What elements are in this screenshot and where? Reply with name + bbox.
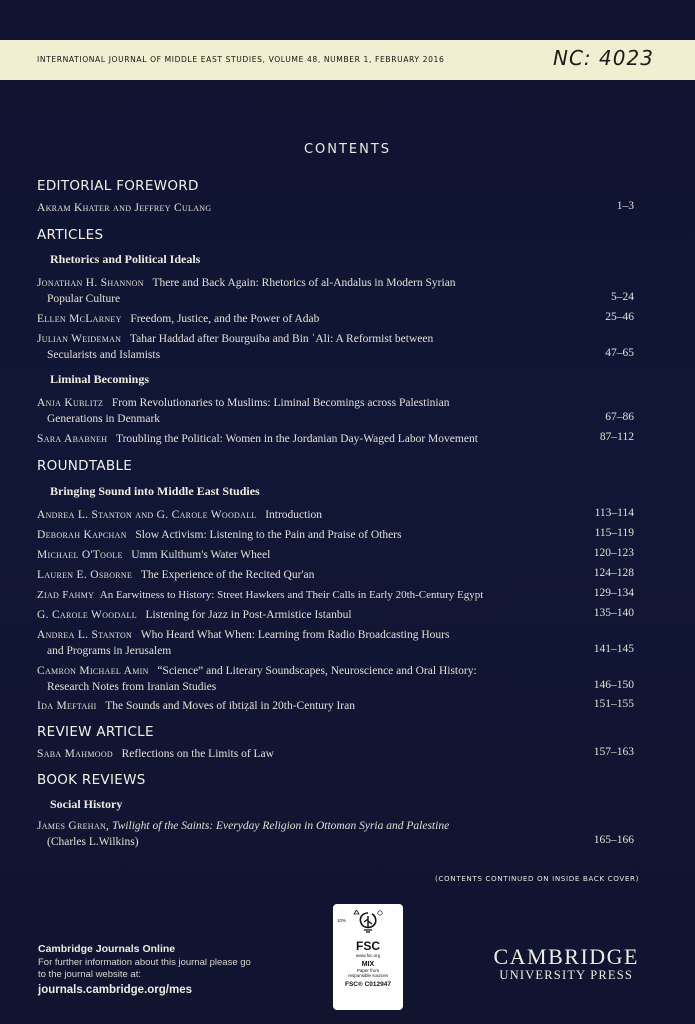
subhead-rhetorics: Rhetorics and Political Ideals bbox=[50, 252, 201, 266]
entry-author: Deborah Kapchan bbox=[37, 529, 127, 541]
entry-author: Julian Weideman bbox=[37, 333, 122, 345]
entry-pages: 113–114 bbox=[594, 507, 634, 519]
entry-author: Akram Khater and Jeffrey Culang bbox=[37, 202, 212, 214]
entry-author: Ida Meftahi bbox=[37, 700, 97, 712]
toc-entry bbox=[37, 275, 637, 307]
entry-pages: 141–145 bbox=[593, 643, 634, 655]
continued-note: (CONTENTS CONTINUED ON INSIDE BACK COVER) bbox=[435, 874, 639, 883]
entry-title: An Earwitness to History: Street Hawkers and Their Calls in Early 20th-Century Egypt bbox=[99, 589, 484, 601]
subhead-sound: Bringing Sound into Middle East Studies bbox=[50, 484, 260, 498]
entry-author: Sara Ababneh bbox=[37, 433, 108, 445]
cjo-title: Cambridge Journals Online bbox=[38, 943, 176, 955]
entry-pages: 87–112 bbox=[599, 431, 634, 443]
toc-entry bbox=[37, 507, 637, 523]
entry-pages: 120–123 bbox=[593, 547, 634, 559]
toc-entry bbox=[37, 746, 637, 762]
entry-title: Umm Kulthum's Water Wheel bbox=[131, 549, 271, 561]
entry-title-continued: and Programs in Jerusalem bbox=[47, 645, 172, 657]
banner-text: INTERNATIONAL JOURNAL OF MIDDLE EAST STUDIES, VOLUME 48, NUMBER 1, FEBRUARY 2016 bbox=[37, 55, 445, 64]
entry-title: Who Heard What When: Learning from Radio Broadcasting Hours bbox=[140, 629, 450, 641]
cjo-url-link[interactable]: journals.cambridge.org/mes bbox=[38, 984, 193, 996]
entry-pages: 5–24 bbox=[611, 291, 634, 303]
toc-entry bbox=[37, 395, 637, 427]
entry-pages: 135–140 bbox=[593, 607, 634, 619]
contents-title: CONTENTS bbox=[303, 142, 392, 157]
fsc-desc2: responsible sources bbox=[347, 973, 389, 978]
cjo-line1: For further information about this journal please go bbox=[38, 957, 251, 968]
header-banner bbox=[0, 40, 695, 80]
entry-author: James Grehan, bbox=[37, 820, 110, 832]
fsc-mix: MIX bbox=[361, 961, 375, 968]
entry-author: Lauren E. Osborne bbox=[37, 569, 133, 581]
toc-entry bbox=[37, 587, 637, 603]
entry-author: Camron Michael Amin bbox=[37, 665, 149, 677]
toc-entry bbox=[37, 431, 637, 447]
entry-pages: 124–128 bbox=[593, 567, 634, 579]
toc-entry bbox=[37, 547, 637, 563]
entry-title-continued: (Charles L.Wilkins) bbox=[47, 836, 139, 848]
fsc-desc1: Paper from bbox=[356, 968, 380, 973]
fsc-percent: 10% bbox=[337, 918, 347, 923]
handwritten-code: NC: 4023 bbox=[553, 46, 654, 70]
entry-title: Introduction bbox=[265, 509, 323, 521]
entry-author: Jonathan H. Shannon bbox=[37, 277, 144, 289]
toc-entry bbox=[37, 311, 637, 327]
entry-author: Ziad Fahmy bbox=[37, 589, 95, 601]
entry-title: Twilight of the Saints: Everyday Religion in Ottoman Syria and Palestine bbox=[112, 820, 450, 832]
fsc-label: FSC bbox=[356, 939, 380, 953]
fsc-certification-badge bbox=[333, 904, 403, 1010]
toc-entry bbox=[37, 331, 637, 363]
entry-pages: 1–3 bbox=[616, 200, 634, 212]
cambridge-journals-online bbox=[38, 943, 278, 996]
toc-entry bbox=[37, 567, 637, 583]
entry-title-continued: Popular Culture bbox=[47, 293, 121, 305]
subhead-social: Social History bbox=[50, 797, 123, 811]
entry-pages: 129–134 bbox=[593, 587, 634, 599]
entry-pages: 67–86 bbox=[605, 411, 634, 423]
section-review-article: REVIEW ARTICLE bbox=[37, 724, 154, 740]
cjo-line2: to the journal website at: bbox=[38, 969, 141, 980]
entry-title: The Sounds and Moves of ibtiẓāl in 20th-Century Iran bbox=[105, 700, 355, 712]
entry-title: The Experience of the Recited Qur'an bbox=[140, 569, 315, 581]
fsc-site: www.fsc.org bbox=[355, 953, 381, 958]
entry-pages: 151–155 bbox=[593, 698, 634, 710]
entry-author: G. Carole Woodall bbox=[37, 609, 137, 621]
entry-pages: 115–119 bbox=[594, 527, 634, 539]
entry-title: There and Back Again: Rhetorics of al-Andalus in Modern Syrian bbox=[152, 277, 456, 289]
entry-title: Tahar Haddad after Bourguiba and Bin ʿAli: A Reformist between bbox=[129, 333, 434, 345]
entry-title-continued: Secularists and Islamists bbox=[47, 349, 161, 361]
publisher-line1: CAMBRIDGE bbox=[493, 944, 639, 969]
toc-entry bbox=[37, 818, 637, 850]
entry-title: Slow Activism: Listening to the Pain and Praise of Others bbox=[135, 529, 402, 541]
entry-title: Reflections on the Limits of Law bbox=[121, 748, 274, 760]
entry-pages: 47–65 bbox=[605, 347, 634, 359]
section-editorial-foreword: EDITORIAL FOREWORD bbox=[37, 178, 199, 194]
fsc-code: FSC® C012947 bbox=[345, 981, 391, 988]
fsc-tree-icon bbox=[333, 910, 403, 941]
entry-author: Anja Kublitz bbox=[37, 397, 104, 409]
entry-pages: 25–46 bbox=[605, 311, 634, 323]
entry-author: Andrea L. Stanton bbox=[37, 629, 133, 641]
entry-title-continued: Generations in Denmark bbox=[47, 413, 161, 425]
entry-pages: 146–150 bbox=[593, 679, 634, 691]
entry-author: Saba Mahmood bbox=[37, 748, 113, 760]
subhead-liminal: Liminal Becomings bbox=[50, 372, 150, 386]
toc-entry bbox=[37, 200, 637, 216]
toc-entry bbox=[37, 627, 637, 659]
entry-title: “Science” and Literary Soundscapes, Neuroscience and Oral History: bbox=[157, 665, 477, 677]
entry-title: Listening for Jazz in Post-Armistice Istanbul bbox=[145, 609, 352, 621]
entry-title-continued: Research Notes from Iranian Studies bbox=[47, 681, 217, 693]
entry-author: Ellen McLarney bbox=[37, 313, 122, 325]
entry-pages: 157–163 bbox=[593, 746, 634, 758]
section-articles: ARTICLES bbox=[37, 227, 104, 243]
entry-title: From Revolutionaries to Muslims: Liminal Becomings across Palestinian bbox=[111, 397, 450, 409]
publisher-line2: UNIVERSITY PRESS bbox=[499, 968, 634, 982]
section-book-reviews: BOOK REVIEWS bbox=[37, 772, 146, 788]
entry-pages: 165–166 bbox=[593, 834, 634, 846]
entry-author: Andrea L. Stanton and G. Carole Woodall bbox=[37, 509, 257, 521]
entry-title: Troubling the Political: Women in the Jordanian Day-Waged Labor Movement bbox=[115, 433, 478, 445]
section-roundtable: ROUNDTABLE bbox=[37, 458, 133, 474]
toc-entry bbox=[37, 607, 637, 623]
toc-entry bbox=[37, 527, 637, 543]
toc-entry bbox=[37, 698, 637, 714]
entry-title: Freedom, Justice, and the Power of Adab bbox=[130, 313, 320, 325]
publisher-logo bbox=[493, 944, 639, 983]
entry-author: Michael O'Toole bbox=[37, 549, 123, 561]
toc-entry bbox=[37, 663, 637, 695]
